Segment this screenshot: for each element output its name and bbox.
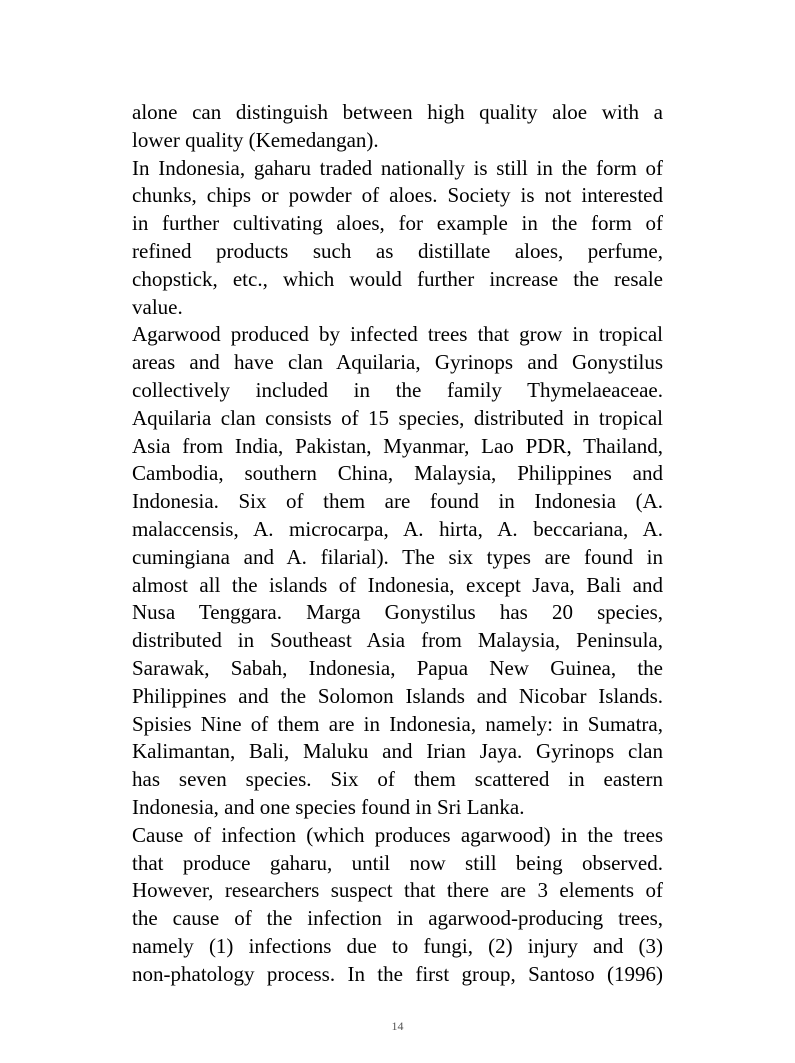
- text-line: However, researchers suspect that there are 3 elements of: [132, 878, 663, 903]
- text-line: distributed in Southeast Asia from Malaysia, Peninsula,: [132, 628, 663, 653]
- text-line: malaccensis, A. microcarpa, A. hirta, A. beccariana, A.: [132, 516, 663, 541]
- text-line: Kalimantan, Bali, Maluku and Irian Jaya. Gyrinops clan: [132, 739, 663, 764]
- page-number: 14: [391, 1019, 404, 1033]
- text-line: has seven species. Six of them scattered in eastern: [132, 767, 663, 792]
- text-line: areas and have clan Aquilaria, Gyrinops and Gonystilus: [132, 350, 663, 375]
- text-line: Indonesia. Six of them are found in Indonesia (A.: [132, 489, 663, 514]
- text-line: alone can distinguish between high quality aloe with a: [132, 100, 663, 124]
- text-line: value.: [132, 294, 183, 319]
- text-line: In Indonesia, gaharu traded nationally is still in the form of: [132, 155, 663, 180]
- text-line: in further cultivating aloes, for example in the form of: [132, 211, 663, 236]
- text-line: Aquilaria clan consists of 15 species, distributed in tropical: [132, 405, 663, 430]
- text-line: collectively included in the family Thymelaeaceae.: [132, 377, 663, 402]
- text-line: cumingiana and A. filarial). The six types are found in: [132, 544, 663, 569]
- text-line: Nusa Tenggara. Marga Gonystilus has 20 species,: [132, 600, 663, 625]
- text-line: that produce gaharu, until now still being observed.: [132, 850, 663, 875]
- text-line: chunks, chips or powder of aloes. Society is not interested: [132, 183, 663, 208]
- text-line: Asia from India, Pakistan, Myanmar, Lao PDR, Thailand,: [132, 433, 663, 458]
- text-line: namely (1) infections due to fungi, (2) injury and (3): [132, 933, 663, 958]
- text-line: Cambodia, southern China, Malaysia, Philippines and: [132, 461, 663, 486]
- text-line: Agarwood produced by infected trees that grow in tropical: [132, 322, 663, 347]
- text-line: almost all the islands of Indonesia, except Java, Bali and: [132, 572, 663, 597]
- text-line: Sarawak, Sabah, Indonesia, Papua New Guinea, the: [132, 655, 663, 680]
- text-line: Philippines and the Solomon Islands and Nicobar Islands.: [132, 683, 663, 708]
- text-line: lower quality (Kemedangan).: [132, 127, 379, 152]
- text-line: refined products such as distillate aloes, perfume,: [132, 238, 663, 263]
- text-line: Spisies Nine of them are in Indonesia, namely: in Sumatra,: [132, 711, 663, 736]
- text-line: chopstick, etc., which would further increase the resale: [132, 266, 663, 291]
- body-text: [132, 99, 663, 989]
- text-line: Indonesia, and one species found in Sri Lanka.: [132, 794, 525, 819]
- text-line: the cause of the infection in agarwood-producing trees,: [132, 906, 663, 931]
- text-line: non-phatology process. In the first group, Santoso (1996): [132, 961, 663, 986]
- text-line: Cause of infection (which produces agarwood) in the trees: [132, 822, 663, 847]
